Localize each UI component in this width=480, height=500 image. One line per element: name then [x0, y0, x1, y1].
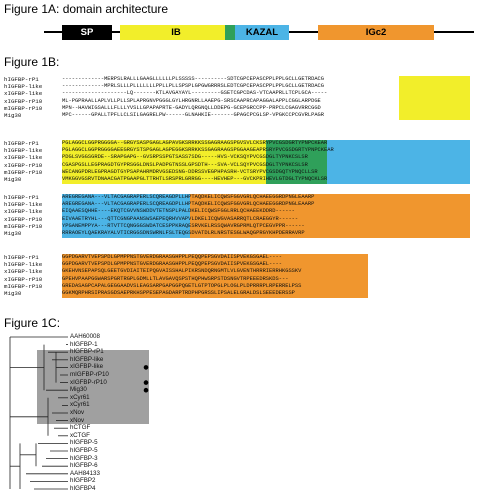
tree-taxon-label: hIGFBP-rP1	[70, 348, 104, 356]
tree-taxon-label: xCyr61	[70, 401, 90, 409]
sequence-name: hIGFBP-like	[4, 261, 43, 269]
alignment-block	[62, 76, 470, 120]
sequence-name: xIGFBP-rP10	[4, 275, 43, 283]
domain-igc2	[318, 25, 434, 40]
tree-taxon-label: hIGFBP2	[70, 477, 96, 485]
tree-taxon-label: AAH84133	[70, 469, 100, 477]
alignment-name-column	[4, 254, 42, 297]
aligned-sequence: GGKMQRPHRSIPRASGDSAEPRKHSPPESEPAGDARPTRDPHPGRSSLIPSALELGRALDSLSEEEDERSSP	[62, 289, 295, 296]
sequence-name: Mig30	[4, 230, 22, 238]
aligned-sequence: YPGANEMPPYA---RTVTTCQNGGGSWDATCESPPKRAQESRVKELRSSQWAVRGPRMLQTPCEGVPPR------	[62, 222, 305, 229]
aligned-sequence: PGLAGGCLGGPRGGGGA--GRGYSASPGAGLAGPAVGKSRRKKSSGAGRAAGSPGVSVLCKSRYPVCGSDGRTYPNPCKEAR	[62, 140, 328, 146]
domain-igc2-label: IGc2	[365, 27, 387, 38]
tree-taxon-label: hIGFBP-3	[70, 454, 98, 462]
tree-marker-dot	[144, 365, 149, 370]
sequence-name: hIGFBP-like	[4, 201, 43, 209]
domain-kazal-label: KAZAL	[245, 27, 279, 38]
tree-taxon-label: xNov	[70, 409, 85, 416]
aligned-sequence: GGPDGARVTVEPSPDLGPMPPNSTGVERDGRAASGHPPLPEQQPEPSGVDAIISPVEKGSGAEL----	[62, 261, 282, 268]
sequence-name: hIGFBP-like	[4, 147, 43, 155]
tree-taxon-label: mIGFBP-rP10	[70, 371, 109, 378]
aligned-sequence: MPN--HAVWIGSALLLFLLLYVSLLGPAPAPRTE-GADYLQRGNQLLDDEPG-GCEPGRCCPP-PRPCLCGAGVRRCGGD	[62, 104, 321, 111]
tree-branches	[10, 337, 68, 489]
tree-taxon-label: hIGFBP-5	[70, 439, 98, 447]
domain-sp	[62, 25, 112, 40]
aligned-sequence: EIQAAESQHHE----EKQTCGVVNSWDDVTETNSPLPALDKELICQWSFGGLRRLQCHAEEKDDRD------	[62, 208, 295, 215]
figure-1c-title: Figure 1C:	[4, 316, 61, 330]
aligned-sequence: AREGREGANA---VLTACGAGRAPERLSCQREAGDPLLHPTAQDKELICQWSFGGVGRLQCHAEEGGRDPNGLEAARP	[62, 194, 315, 200]
alignment-block	[62, 140, 470, 184]
tree-taxon-label: xIGFBP-like	[70, 363, 104, 371]
domain-shading	[368, 254, 470, 298]
aligned-sequence: VMKGGVGSRVTDNAACGATPGAAPGLTTRHTLSRSPRLGRRGG----HEVHEP---GVCKPRIHEVLGTDGLTYPNQCKLSR	[62, 175, 328, 182]
aligned-sequence: CGASPGSLLEGPRAGDTGYPRSGGLDNSLPADPGTNSSLGPSDTH---SVA-VCLSQYPVCGSDGLTYPNKCSLSR	[62, 161, 308, 168]
sequence-name: xIGFBP-like	[4, 90, 43, 98]
alignment-name-column	[4, 76, 42, 119]
aligned-sequence: -------------MERPSLRALLLGAAGLLLLLLPLSSSSS----------SDTCGPCEPASCPPLPPLGCLLGETRDACG	[62, 76, 325, 82]
domain-linker	[225, 25, 235, 40]
domain-ib	[120, 25, 232, 40]
aligned-sequence: PDGLSVGGSGRDE--SRAPGAPG--GVSRPSSPGTSASS7SDG-----HVS-VCKSQYPVCGSDGLTYPNKCSLSR	[62, 154, 308, 161]
tree-taxon-label: hCTGF	[70, 424, 91, 432]
sequence-name: Mig30	[4, 290, 22, 298]
aligned-sequence: -------------MPRLSLLLPLLLLLLLPPLLPLLSPSPLGPGWGRRRSLEDTCGPCEPASCPPLPPLGCLLGETRDACG	[62, 83, 325, 90]
sequence-name: mIGFBP-rP10	[4, 222, 43, 230]
aligned-sequence: GREDASAGPCAPALGEGGAADVSLEAGSARPGAPGGPQGETLGTPTOPGLPLOGLPLDPRRRPLRPERRELPSS	[62, 282, 302, 289]
aligned-sequence: MPC------GPALLTPFLLCLSILGAGRELPW------GLNAHKIE-------GPAGCPCGLSP-VPGKCCPCGVRLPAGR	[62, 111, 325, 118]
domain-ib-label: IB	[171, 27, 181, 38]
aligned-sequence: AREGREGANA---VLTACGAGRAPERLSCQREAGDPLLHPTAQDKELICQWSFGGVGRLQCHAEEGGRDPNGLEAARP	[62, 201, 315, 208]
tree-taxon-label: xCTGF	[70, 431, 90, 439]
tree-taxon-label: xCyr61	[70, 393, 90, 401]
tree-taxon-label: hIGFBP4	[70, 485, 96, 492]
domain-shading	[327, 140, 470, 184]
aligned-sequence: EIVAAETRYHL---QTTCGNGPAANSWSAEPEQRHVVAPVLDKELICQWGVASARRQTLCRAEGGYR------	[62, 215, 299, 222]
tree-taxon-label: hIGFBP-1	[70, 340, 98, 348]
figure-1b-title: Figure 1B:	[4, 55, 60, 69]
sequence-name: Mig30	[4, 176, 22, 184]
tree-taxon-label: hIGFBP-6	[70, 462, 98, 470]
sequence-name: xIGFBP-like	[4, 208, 43, 216]
figure-1a-title: Figure 1A: domain architecture	[4, 2, 169, 16]
sequence-name: hIGFBP-like	[4, 83, 43, 91]
domain-shading	[399, 76, 470, 120]
alignment-block	[62, 254, 470, 298]
alignment-name-column	[4, 194, 42, 237]
sequence-name: hIGFBP-rP1	[4, 76, 39, 83]
aligned-sequence: GPEHVPAAPGGWARSPGRTRGPLGDMLLTLAVGAVQSPSTHQPHWSRPSTDSNGVTRPEEEDRSKDS---	[62, 275, 289, 282]
sequence-name: xIGFBP-rP10	[4, 215, 43, 223]
aligned-sequence: --------------------LQ-------KTLAVGAYAYL---------GSETCGPCDAS-VTCAAPRLLTCPLGCA-----	[62, 90, 328, 97]
aligned-sequence: GGPDGARVTVEPSPDLGPMPPNSTGVERDGRAASGHPPLPEQQPEPSGVDAIISPVEKGSGAEL----	[62, 254, 282, 260]
sequence-name: hIGFBP-rP1	[4, 140, 39, 147]
alignment-block	[62, 194, 470, 238]
aligned-sequence: WECANGPDRLEGPRAGDTGYPSAPAHRMDRVGSEDSNG-DDRSSVEGPHPASRH-VCTSRYPVCGSDGQTYPNQCLLSR	[62, 168, 318, 175]
tree-taxon-label: xNov	[70, 416, 85, 424]
sequence-name: mIGFBP-rP10	[4, 104, 43, 112]
aligned-sequence: RRRAOEYLQAEKRAYALVTICRGGSDNSWRNLFSLTEQGSDVATDLRLNRSTESGLWAQGPRGYKHPDERRAVRP	[62, 229, 305, 236]
tree-marker-dot	[144, 388, 149, 393]
aligned-sequence: GKEHVNSEPAPSQLGEETGVDIAITEIPQGVAISSHALPIKRSNDQRNGMTLVLGVENTHRRRIERRHKGSSKV	[62, 268, 302, 275]
sequence-name: xIGFBP-rP10	[4, 161, 43, 169]
alignment-name-column	[4, 140, 42, 183]
tree-markers	[144, 365, 149, 392]
sequence-name: Mig30	[4, 112, 22, 120]
domain-kazal	[235, 25, 289, 40]
tree-taxon-label: hIGFBP-5	[70, 447, 98, 454]
tree-taxon-label: AAH60008	[70, 333, 100, 340]
sequence-name: xIGFBP-rP10	[4, 97, 43, 105]
domain-sp-label: SP	[80, 27, 94, 38]
sequence-name: mIGFBP-rP10	[4, 168, 43, 176]
sequence-name: hIGFBP-rP1	[4, 254, 39, 261]
sequence-name: xIGFBP-like	[4, 268, 43, 276]
tree-taxon-label: Mig30	[70, 386, 87, 394]
tree-taxon-label: hIGFBP-like	[70, 355, 104, 363]
aligned-sequence: ML-PGPRAALLAPLVLLPLLSPLAPRGNVPGGGLGYLHRGNRLLAAEPG-SRSCAAPRCAPAGGALAPPLCGGLARPDGE	[62, 97, 321, 104]
sequence-name: xIGFBP-like	[4, 154, 43, 162]
tree-marker-dot	[144, 380, 149, 385]
sequence-name: mIGFBP-rP10	[4, 282, 43, 290]
aligned-sequence: PGLAGGCLGGPRGGGGAEEGRGYSTSPGAGLAGPEGGKSRRKKSSGAGRAAGSPGGAAGEAPRSRYPVCGSDGRTYPNPCKEAR	[62, 147, 334, 154]
sequence-name: hIGFBP-rP1	[4, 194, 39, 201]
tree-taxon-label: xIGFBP-rP10	[70, 378, 107, 386]
